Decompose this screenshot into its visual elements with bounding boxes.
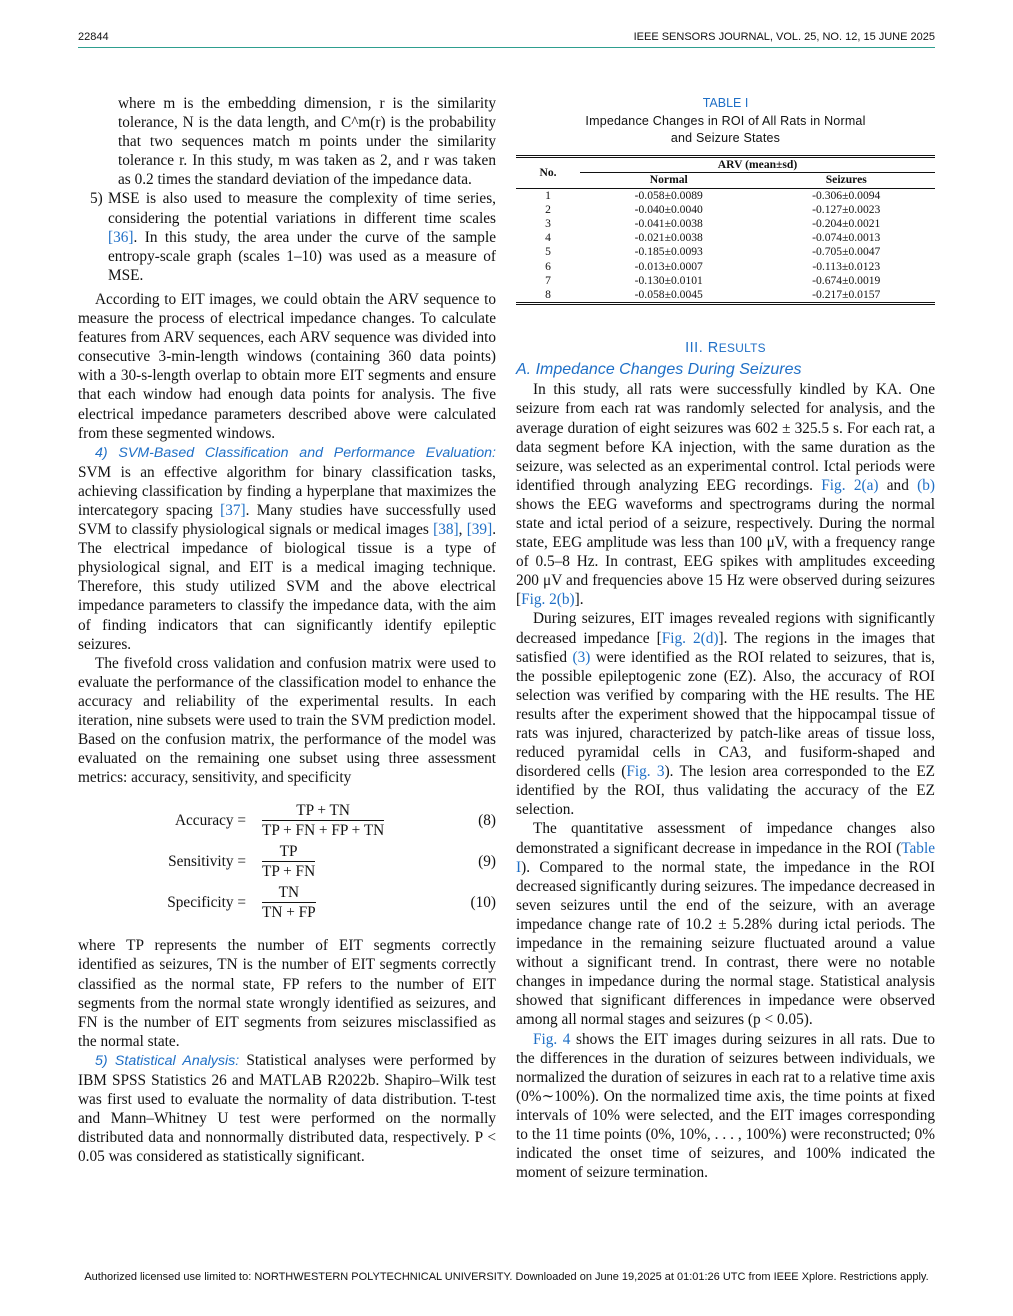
table-cell-normal: -0.130±0.0101 [634, 273, 703, 287]
table-cell-seizures: -0.204±0.0021 [812, 216, 881, 230]
table-cell-normal: -0.013±0.0007 [634, 259, 703, 273]
equations-block [78, 801, 496, 924]
ref-37-link[interactable]: [37] [220, 501, 246, 519]
table-row [516, 188, 935, 203]
license-footer: Authorized licensed use limited to: NORTHWESTERN POLYTECHNICAL UNIVERSITY. Downloaded on June 19,2025 at 01:01:26 UTC from IEEE Xplore. Restrictions apply. [84, 1271, 929, 1283]
statistics-paragraph: 5) Statistical Analysis: Statistical analyses were performed by IBM SPSS Statistics 26 and MATLAB R2022b. Shapiro–Wilk test was first used to evaluate the normality of data distribution. T-test and Mann–Whitney U test were performed on the normally distributed data and nonnormally distributed data, respectively. P < 0.05 was considered as statistically significant. [78, 1051, 496, 1166]
fig-3-link[interactable]: Fig. 3 [626, 763, 665, 781]
table-cell-seizures: -0.074±0.0013 [812, 231, 881, 245]
table-label: TABLE I [702, 96, 749, 110]
table-title-line-2: and Seizure States [670, 131, 781, 146]
running-header [78, 31, 935, 47]
results-paragraph-4: Fig. 4 shows the EIT images during seizures in all rats. Due to the differences in the duration of seizures between individuals, we normalized the duration of seizures in each rat to a relative time axis (0%∼100%). On the normalized time axis, the time points at fixed intervals of 10% were selected, and the EIT images corresponding to the 11 time points (0%, 10%, . . . , 100%) were reconstructed; 0% indicated the onset time of seizures, and 100% indicated the moment of seizure termination. [516, 1030, 935, 1182]
table-cell-no: 5 [545, 245, 551, 259]
fig-2b-link[interactable]: (b) [917, 476, 935, 494]
table-row [516, 288, 935, 302]
list-item-number: 5) [90, 190, 103, 208]
table-row [516, 217, 935, 231]
table-caption [516, 94, 935, 147]
fig-4-link[interactable]: Fig. 4 [533, 1030, 571, 1048]
table-cell-seizures: -0.705±0.0047 [812, 245, 881, 259]
confusion-terms-paragraph: where TP represents the number of EIT segments correctly identified as seizures, TN is the number of EIT segments correctly classified as the normal state, FP refers to the number of EIT segments from the normal state wrongly identified as seizures, and FN is the number of EIT segments from seizures misclassified as the normal state. [78, 937, 496, 1050]
table-cell-no: 4 [545, 231, 551, 245]
table-row [516, 231, 935, 245]
list-item-5: 5) MSE is also used to measure the complexity of time series, considering the potential variations in different time scales [36]. In this study, the area under the curve of the sample entropy-scale graph (scales 1–10) was used as a measure of MSE. [90, 190, 496, 284]
col-normal-header: Normal [649, 173, 688, 187]
table-cell-normal: -0.041±0.0038 [634, 216, 703, 230]
table-body [516, 188, 935, 302]
results-paragraph-1: In this study, all rats were successfully kindled by KA. One seizure from each rat was randomly selected for analysis, and the average duration of eight seizures was 602 ± 325.5 s. For each rat, a data segment before KA injection, with the same duration as the seizure, was selected as an experimental control. Ictal periods were identified through analyzing EEG recordings. Fig. 2(a) and (b) shows the EEG waveforms and spectrograms during the normal state and ictal period of a seizure, respectively. During the normal state, EEG amplitude was less than 100 μV, with a frequency range of 0.5–8 Hz. In contrast, EEG spikes with amplitudes exceeding 200 μV and frequencies above 15 Hz were observed during seizures [Fig. 2(b)]. [516, 381, 935, 609]
arv-paragraph: According to EIT images, we could obtain the ARV sequence to measure the process of electrical impedance changes. To calculate features from ARV sequences, each ARV sequence was divided into consecutive 3-min-length windows (containing 360 data points) with a 30-s-length overlap to obtain more EIT segments and ensure that each window had enough data points for analysis. The five electrical impedance parameters described above were calculated from these segmented windows. [78, 290, 496, 442]
table-cell-no: 6 [545, 259, 551, 273]
table-title-line-1: Impedance Changes in ROI of All Rats in Normal [585, 114, 866, 129]
table-row [516, 245, 935, 259]
subsection-a-heading: A. Impedance Changes During Seizures [516, 361, 802, 379]
col-arv-header: ARV (mean±sd) [580, 157, 935, 173]
table-cell-seizures: -0.217±0.0157 [812, 287, 881, 301]
table-row [516, 274, 935, 288]
subsection-4-title: 4) SVM-Based Classification and Performance Evaluation: [95, 444, 496, 461]
table-cell-normal: -0.040±0.0040 [634, 202, 703, 216]
equation-sensitivity: Sensitivity = $\frac{TP}{TP + FN}$ (9) [168, 843, 496, 881]
table-row [516, 260, 935, 274]
table-cell-no: 8 [545, 287, 551, 301]
results-paragraph-2: During seizures, EIT images revealed regions with significantly decreased impedance [Fig. 2(d)]. The regions in the images that satisfied (3) were identified as the ROI related to seizures, that is, the possible epileptogenic zone (EZ). Also, the accuracy of ROI selection was verified by comparing with the HE results. The HE results after the experiment showed that the hippocampal tissue of rats was injured, characterized by patch-like areas of tissue loss, reduced pyramidal cells in CA3, and fusiform-shaped and disordered cells (Fig. 3). The lesion area corresponded to the EZ identified by the ROI, thus validating the accuracy of the EZ selection. [516, 610, 936, 819]
table-cell-normal: -0.185±0.0093 [634, 245, 703, 259]
results-paragraph-3: The quantitative assessment of impedance changes also demonstrated a significant decrease in impedance in the ROI (Table I). Compared to the normal state, the impedance in the ROI decreased significantly during seizures. The impedance decreased in seven seizures until the end of the seizure, with an average impedance change rate of 10.2 ± 5.28% during ictal periods. The impedance in the remaining seizure fluctuated around a value without a significant trend. In contrast, there were no notable changes in impedance during the normal stage. Statistical analysis showed that significant differences in impedance were observed among all normal stages and seizures (p < 0.05). [516, 820, 935, 1029]
ref-39-link[interactable]: [39] [466, 521, 493, 539]
ref-38-link[interactable]: [38] [433, 521, 459, 539]
fig-2b-link-2[interactable]: Fig. 2(b) [521, 591, 575, 609]
header-rule [78, 47, 935, 48]
table-cell-seizures: -0.127±0.0023 [812, 202, 881, 216]
fig-2d-link[interactable]: Fig. 2(d) [661, 629, 719, 647]
section-3-heading: III. RESULTS [685, 340, 766, 357]
table-cell-normal: -0.058±0.0089 [634, 188, 703, 202]
table-row [516, 203, 935, 217]
subsection-5-title: 5) Statistical Analysis: [95, 1052, 240, 1069]
col-no-header: No. [516, 157, 580, 188]
table-cell-no: 1 [545, 188, 551, 202]
fig-2a-link[interactable]: Fig. 2(a) [821, 476, 879, 494]
entropy-definition: where m is the embedding dimension, r is the similarity tolerance, N is the data length, and C^m(r) is the probability that two sequences match m points under the similarity tolerance r. In this study, m was taken as 2, and r was taken as 0.2 times the standard deviation of the impedance data. [118, 95, 496, 189]
journal-title: IEEE SENSORS JOURNAL, VOL. 25, NO. 12, 15 JUNE 2025 [633, 31, 935, 43]
table-cell-no: 3 [545, 216, 551, 230]
table-cell-no: 7 [545, 273, 551, 287]
cross-validation-paragraph: The fivefold cross validation and confusion matrix were used to evaluate the performance of the classification model to enhance the accuracy and reliability of the experimental results. In each iteration, nine subsets were used to train the SVM prediction model. Based on the confusion matrix, the performance of the model was evaluated on the remaining one subset using three assessment metrics: accuracy, sensitivity, and specificity [78, 654, 496, 787]
impedance-table [516, 155, 935, 302]
table-cell-seizures: -0.674±0.0019 [812, 273, 881, 287]
page-number: 22844 [78, 31, 109, 43]
table-cell-seizures: -0.113±0.0123 [812, 259, 881, 273]
col-seizures-header: Seizures [825, 173, 867, 187]
equation-specificity: Specificity = $\frac{TN}{TN + FP}$ (10) [167, 884, 496, 922]
ref-36-link[interactable]: [36] [108, 228, 134, 246]
equation-accuracy: Accuracy = $\frac{TP + TN}{TP + FN + FP + TN}$ (8) [174, 802, 496, 840]
eq-3-link[interactable]: (3) [572, 648, 591, 666]
table-cell-normal: -0.058±0.0045 [634, 287, 703, 301]
table-cell-seizures: -0.306±0.0094 [812, 188, 881, 202]
svm-paragraph: 4) SVM-Based Classification and Performance Evaluation: SVM is an effective algorithm for binary classification tasks, achieving classification by finding a hyperplane that maximizes the intercategory spacing [37]. Many studies have successfully used SVM to classify physiological signals or medical images [38], [39]. The electrical impedance of biological tissue is a type of physiological signal, and EIT is a medical imaging technique. Therefore, this study utilized SVM and the above electrical impedance parameters to classify the impedance data, with the aim of finding indicators that can significantly identify epileptic seizures. [78, 444, 497, 653]
table-cell-no: 2 [545, 202, 551, 216]
table-cell-normal: -0.021±0.0038 [634, 231, 703, 245]
left-column [78, 94, 496, 1167]
table-1-link[interactable]: Table I [516, 839, 935, 876]
right-column [516, 94, 935, 1182]
table-bottom-rule [516, 302, 935, 305]
